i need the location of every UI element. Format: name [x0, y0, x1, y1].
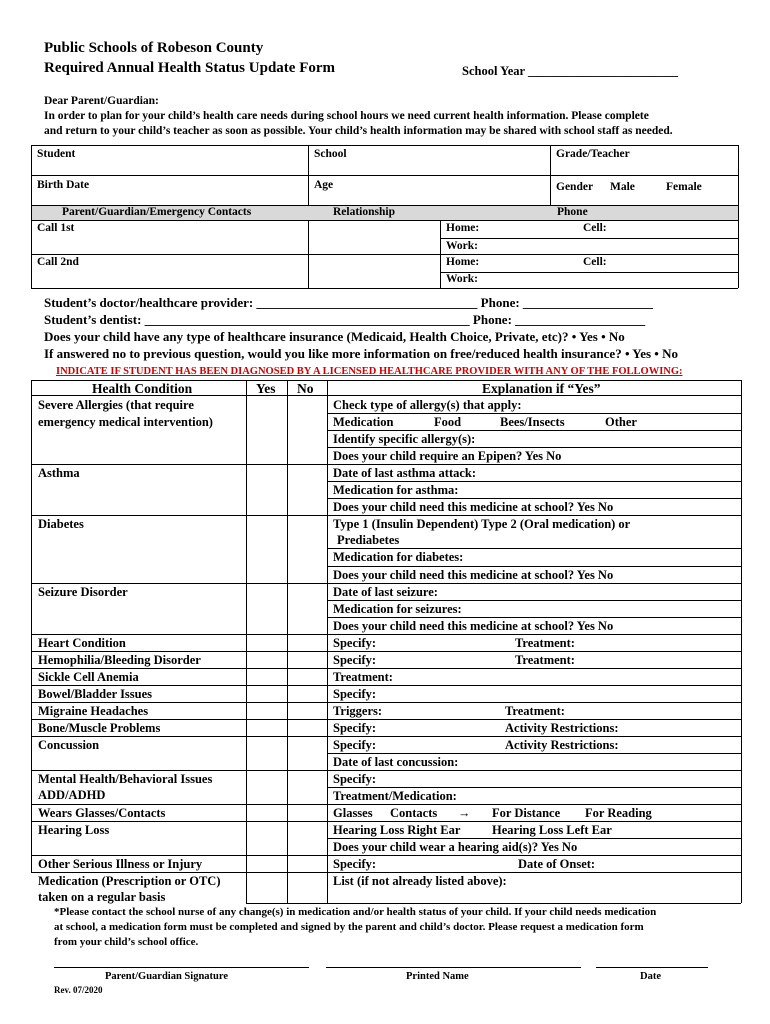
asthma-medication-field[interactable]: Medication for asthma: [333, 483, 459, 497]
contacts-header: Parent/Guardian/Emergency Contacts [62, 206, 252, 218]
signature-line[interactable] [54, 967, 309, 968]
grade-teacher-field[interactable]: Grade/Teacher [556, 148, 630, 160]
mental-specify-field[interactable]: Specify: [333, 772, 377, 786]
home-phone-1[interactable]: Home: [446, 222, 480, 234]
revision-label: Rev. 07/2020 [54, 985, 103, 995]
condition-glasses: Wears Glasses/Contacts [38, 806, 166, 820]
asthma-school-med-question[interactable]: Does your child need this medicine at school? Yes No [333, 500, 614, 514]
insurance-info-question[interactable]: If answered no to previous question, would you like more information on free/reduced health insurance? • Yes • No [44, 346, 678, 361]
work-phone-2[interactable]: Work: [446, 273, 478, 285]
call-second-field[interactable]: Call 2nd [37, 256, 79, 268]
concussion-last-field[interactable]: Date of last concussion: [333, 755, 459, 769]
migraine-triggers-field[interactable]: Triggers: [333, 704, 383, 718]
mental-treatment-field[interactable]: Treatment/Medication: [333, 789, 457, 803]
allergy-check: Check type of allergy(s) that apply: [333, 398, 522, 412]
date-line[interactable] [596, 967, 708, 968]
seizure-medication-field[interactable]: Medication for seizures: [333, 602, 462, 616]
onset-date-field[interactable]: Date of Onset: [518, 857, 596, 871]
printed-name-label: Printed Name [406, 971, 469, 982]
condition-concussion: Concussion [38, 738, 100, 752]
medication-list-field[interactable]: List (if not already listed above): [333, 874, 507, 888]
diagnosis-warning: INDICATE IF STUDENT HAS BEEN DIAGNOSED BY A LICENSED HEALTHCARE PROVIDER WITH ANY OF THE FOLLOWING: [56, 366, 683, 377]
concussion-activity-field[interactable]: Activity Restrictions: [505, 738, 619, 752]
prediabetes-option[interactable]: Prediabetes [337, 533, 400, 547]
school-year-field[interactable]: School Year ________________________ [462, 64, 678, 78]
dentist-field[interactable]: Student’s dentist: __________________________________________________ Phone: ____________________ [44, 312, 646, 327]
condition-other-illness: Other Serious Illness or Injury [38, 857, 203, 871]
asthma-last-attack-field[interactable]: Date of last asthma attack: [333, 466, 477, 480]
bone-activity-field[interactable]: Activity Restrictions: [505, 721, 619, 735]
concussion-specify-field[interactable]: Specify: [333, 738, 377, 752]
form-title-line1: Public Schools of Robeson County [44, 40, 264, 56]
condition-sickle-cell: Sickle Cell Anemia [38, 670, 139, 684]
hearing-right-option[interactable]: Hearing Loss Right Ear [333, 823, 461, 837]
doctor-field[interactable]: Student’s doctor/healthcare provider: __________________________________ Phone: ____________________ [44, 295, 653, 310]
gender-male-option[interactable]: Male [610, 181, 635, 193]
work-phone-1[interactable]: Work: [446, 240, 478, 252]
intro-line2: and return to your child’s teacher as soon as possible. Your child’s health information may be shared with school staff as needed. [44, 125, 673, 137]
seizure-school-med-question[interactable]: Does your child need this medicine at school? Yes No [333, 619, 614, 633]
condition-bowel-bladder: Bowel/Bladder Issues [38, 687, 153, 701]
allergy-bees-option[interactable]: Bees/Insects [500, 415, 565, 429]
epipen-question[interactable]: Does your child require an Epipen? Yes No [333, 449, 562, 463]
printed-name-line[interactable] [326, 967, 581, 968]
bowel-specify-field[interactable]: Specify: [333, 687, 377, 701]
col-explanation: Explanation if “Yes” [482, 381, 601, 396]
cell-phone-1[interactable]: Cell: [583, 222, 607, 234]
gender-female-option[interactable]: Female [666, 181, 702, 193]
footer-note-line3: from your child’s school office. [54, 936, 199, 948]
condition-diabetes: Diabetes [38, 517, 84, 531]
date-label: Date [640, 971, 661, 982]
birth-date-field[interactable]: Birth Date [37, 179, 90, 191]
condition-severe-allergies-line2: emergency medical intervention) [38, 415, 213, 429]
heart-treatment-field[interactable]: Treatment: [515, 636, 575, 650]
student-field[interactable]: Student [37, 148, 76, 160]
col-health-condition: Health Condition [92, 381, 193, 396]
allergy-food-option[interactable]: Food [434, 415, 462, 429]
hemophilia-treatment-field[interactable]: Treatment: [515, 653, 575, 667]
contacts-option[interactable]: Contacts [390, 806, 438, 820]
other-specify-field[interactable]: Specify: [333, 857, 377, 871]
condition-medication: Medication (Prescription or OTC) [38, 874, 221, 888]
condition-hearing-loss: Hearing Loss [38, 823, 110, 837]
condition-medication-line2: taken on a regular basis [38, 890, 166, 904]
seizure-last-field[interactable]: Date of last seizure: [333, 585, 438, 599]
reading-option[interactable]: For Reading [585, 806, 652, 820]
footer-note-line2: at school, a medication form must be completed and signed by the parent and child’s doctor. Please request a medication form [54, 921, 644, 933]
condition-seizure: Seizure Disorder [38, 585, 128, 599]
sickle-cell-treatment-field[interactable]: Treatment: [333, 670, 393, 684]
diabetes-type-options[interactable]: Type 1 (Insulin Dependent) Type 2 (Oral medication) or [333, 517, 631, 531]
col-yes: Yes [256, 381, 276, 396]
hearing-left-option[interactable]: Hearing Loss Left Ear [492, 823, 612, 837]
heart-specify-field[interactable]: Specify: [333, 636, 377, 650]
hemophilia-specify-field[interactable]: Specify: [333, 653, 377, 667]
diabetes-school-med-question[interactable]: Does your child need this medicine at school? Yes No [333, 568, 614, 582]
condition-mental-health: Mental Health/Behavioral Issues [38, 772, 213, 786]
col-no: No [297, 381, 314, 396]
condition-bone-muscle: Bone/Muscle Problems [38, 721, 161, 735]
age-field[interactable]: Age [314, 179, 334, 191]
bone-specify-field[interactable]: Specify: [333, 721, 377, 735]
arrow-right-icon: → [458, 806, 471, 820]
gender-label: Gender [556, 181, 594, 193]
school-field[interactable]: School [314, 148, 347, 160]
allergy-other-option[interactable]: Other [605, 415, 637, 429]
phone-header: Phone [557, 206, 588, 218]
glasses-option[interactable]: Glasses [333, 806, 373, 820]
allergy-medication-option[interactable]: Medication [333, 415, 394, 429]
distance-option[interactable]: For Distance [492, 806, 561, 820]
relationship-header: Relationship [333, 206, 395, 218]
greeting: Dear Parent/Guardian: [44, 95, 159, 107]
condition-hemophilia: Hemophilia/Bleeding Disorder [38, 653, 201, 667]
condition-severe-allergies: Severe Allergies (that require [38, 398, 194, 412]
condition-adhd: ADD/ADHD [38, 788, 106, 802]
insurance-question[interactable]: Does your child have any type of healthcare insurance (Medicaid, Health Choice, Private, etc)? • Yes • No [44, 329, 625, 344]
cell-phone-2[interactable]: Cell: [583, 256, 607, 268]
footer-note-line1: *Please contact the school nurse of any change(s) in medication and/or health status of your child. If your child needs medication [54, 906, 657, 918]
condition-heart: Heart Condition [38, 636, 126, 650]
condition-asthma: Asthma [38, 466, 80, 480]
call-first-field[interactable]: Call 1st [37, 222, 75, 234]
intro-line1: In order to plan for your child’s health care needs during school hours we need current health information. Please complete [44, 110, 649, 122]
diabetes-medication-field[interactable]: Medication for diabetes: [333, 550, 464, 564]
hearing-aid-question[interactable]: Does your child wear a hearing aid(s)? Yes No [333, 840, 578, 854]
signature-label: Parent/Guardian Signature [105, 971, 229, 982]
migraine-treatment-field[interactable]: Treatment: [505, 704, 565, 718]
condition-migraine: Migraine Headaches [38, 704, 149, 718]
form-title-line2: Required Annual Health Status Update Form [44, 60, 336, 76]
home-phone-2[interactable]: Home: [446, 256, 480, 268]
allergy-specific-field[interactable]: Identify specific allergy(s): [333, 432, 476, 446]
